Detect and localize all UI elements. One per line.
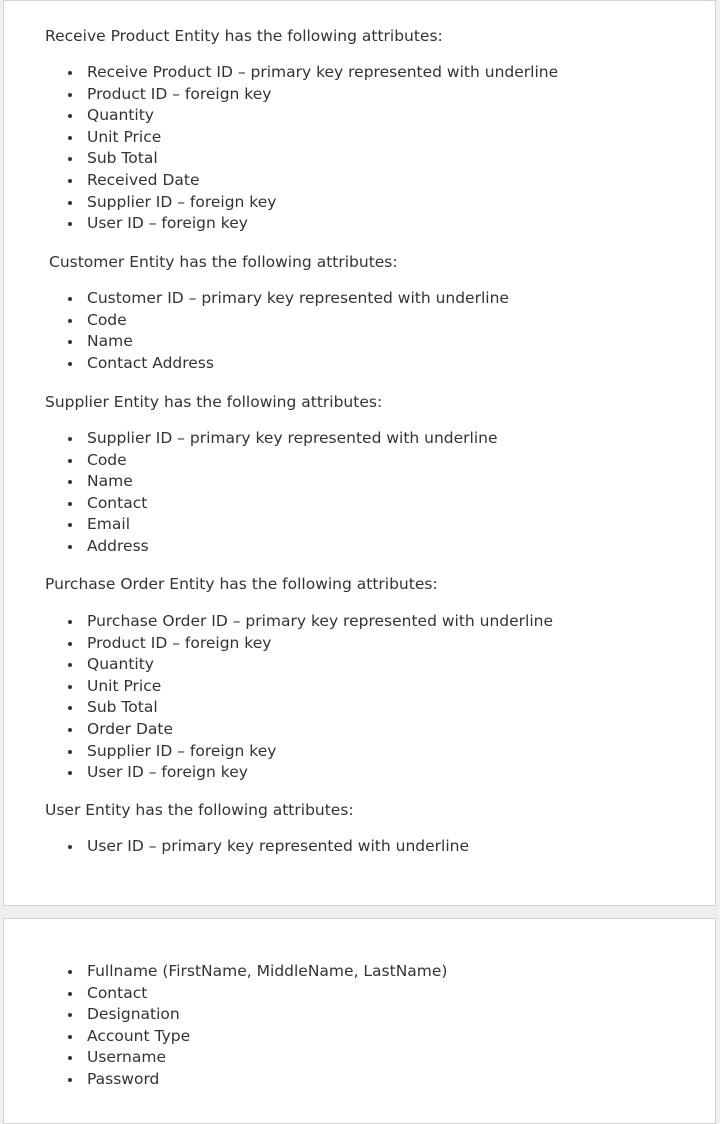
user-attribute-list [66,836,469,858]
list-item: Supplier ID – primary key represented with underline [66,428,498,450]
user-attribute-list-continued [66,961,447,1091]
list-item: Receive Product ID – primary key represented with underline [66,62,558,84]
list-item: Designation [66,1004,447,1026]
list-item: Username [66,1047,447,1069]
supplier-attribute-list [66,428,498,558]
list-item: Unit Price [66,676,553,698]
list-item: Address [66,536,498,558]
list-item: User ID – foreign key [66,762,553,784]
customer-attribute-list [66,288,509,374]
list-item: Contact [66,493,498,515]
list-item: Supplier ID – foreign key [66,192,558,214]
document-page-1 [3,0,716,906]
list-item: Code [66,310,509,332]
list-item: Supplier ID – foreign key [66,741,553,763]
list-item: Unit Price [66,127,558,149]
list-item: Purchase Order ID – primary key represented with underline [66,611,553,633]
list-item: Contact [66,983,447,1005]
list-item: Name [66,471,498,493]
list-item: Fullname (FirstName, MiddleName, LastName) [66,961,447,983]
list-item: Quantity [66,654,553,676]
receive-product-heading: Receive Product Entity has the following attributes: [45,27,443,45]
list-item: User ID – primary key represented with underline [66,836,469,858]
list-item: Password [66,1069,447,1091]
list-item: Contact Address [66,353,509,375]
list-item: Account Type [66,1026,447,1048]
document-page-2 [3,918,716,1124]
customer-heading: Customer Entity has the following attributes: [49,253,398,271]
list-item: Product ID – foreign key [66,633,553,655]
list-item: Customer ID – primary key represented with underline [66,288,509,310]
purchase-order-heading: Purchase Order Entity has the following attributes: [45,575,438,593]
list-item: Sub Total [66,697,553,719]
list-item: User ID – foreign key [66,213,558,235]
list-item: Product ID – foreign key [66,84,558,106]
list-item: Code [66,450,498,472]
purchase-order-attribute-list [66,611,553,784]
list-item: Sub Total [66,148,558,170]
supplier-heading: Supplier Entity has the following attributes: [45,393,383,411]
receive-product-attribute-list [66,62,558,235]
list-item: Email [66,514,498,536]
list-item: Received Date [66,170,558,192]
user-heading: User Entity has the following attributes: [45,801,354,819]
list-item: Name [66,331,509,353]
list-item: Quantity [66,105,558,127]
list-item: Order Date [66,719,553,741]
